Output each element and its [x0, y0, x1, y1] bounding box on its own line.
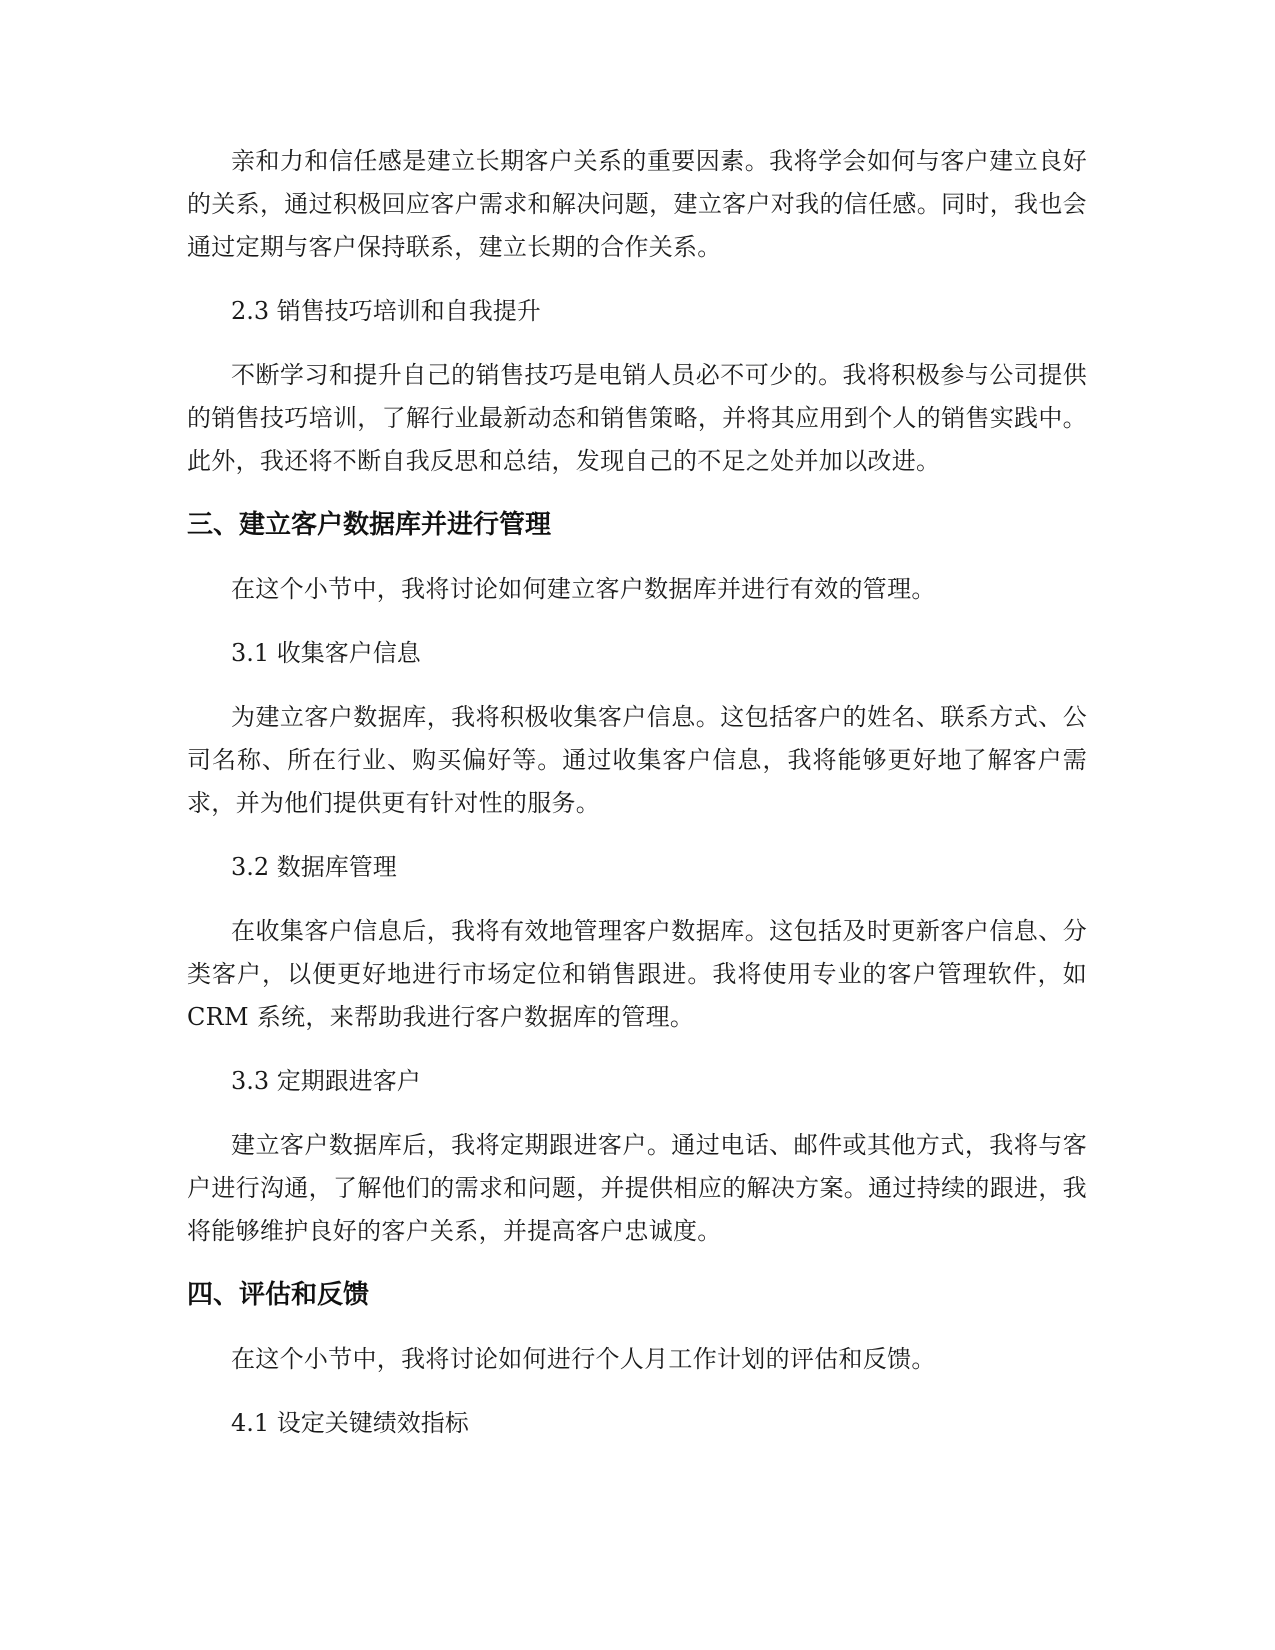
- paragraph-trust: 亲和力和信任感是建立长期客户关系的重要因素。我将学会如何与客户建立良好的关系，通过积极回应客户需求和解决问题，建立客户对我的信任感。同时，我也会通过定期与客户保持联系，建立长期的合作关系。: [187, 147, 1087, 261]
- subheading-2-3: 2.3 销售技巧培训和自我提升: [231, 297, 541, 325]
- subheading-4-1: 4.1 设定关键绩效指标: [231, 1409, 469, 1437]
- paragraph-4-intro: 在这个小节中，我将讨论如何进行个人月工作计划的评估和反馈。: [231, 1345, 936, 1373]
- document-body: [187, 140, 1087, 1445]
- paragraph-3-3: 建立客户数据库后，我将定期跟进客户。通过电话、邮件或其他方式，我将与客户进行沟通，了解他们的需求和问题，并提供相应的解决方案。通过持续的跟进，我将能够维护良好的客户关系，并提高客户忠诚度。: [187, 1131, 1087, 1245]
- subheading-3-2: 3.2 数据库管理: [231, 853, 397, 881]
- paragraph-2-3: 不断学习和提升自己的销售技巧是电销人员必不可少的。我将积极参与公司提供的销售技巧培训，了解行业最新动态和销售策略，并将其应用到个人的销售实践中。此外，我还将不断自我反思和总结，发现自己的不足之处并加以改进。: [187, 361, 1087, 475]
- subheading-3-1: 3.1 收集客户信息: [231, 639, 421, 667]
- section-heading-4: 四、评估和反馈: [187, 1280, 370, 1310]
- paragraph-3-1: 为建立客户数据库，我将积极收集客户信息。这包括客户的姓名、联系方式、公司名称、所在行业、购买偏好等。通过收集客户信息，我将能够更好地了解客户需求，并为他们提供更有针对性的服务。: [187, 703, 1087, 817]
- paragraph-3-intro: 在这个小节中，我将讨论如何建立客户数据库并进行有效的管理。: [231, 575, 936, 603]
- subheading-3-3: 3.3 定期跟进客户: [231, 1067, 421, 1095]
- paragraph-3-2: 在收集客户信息后，我将有效地管理客户数据库。这包括及时更新客户信息、分类客户，以便更好地进行市场定位和销售跟进。我将使用专业的客户管理软件，如 CRM 系统，来帮助我进行客户数据库的管理。: [187, 917, 1087, 1031]
- section-heading-3: 三、建立客户数据库并进行管理: [187, 510, 552, 540]
